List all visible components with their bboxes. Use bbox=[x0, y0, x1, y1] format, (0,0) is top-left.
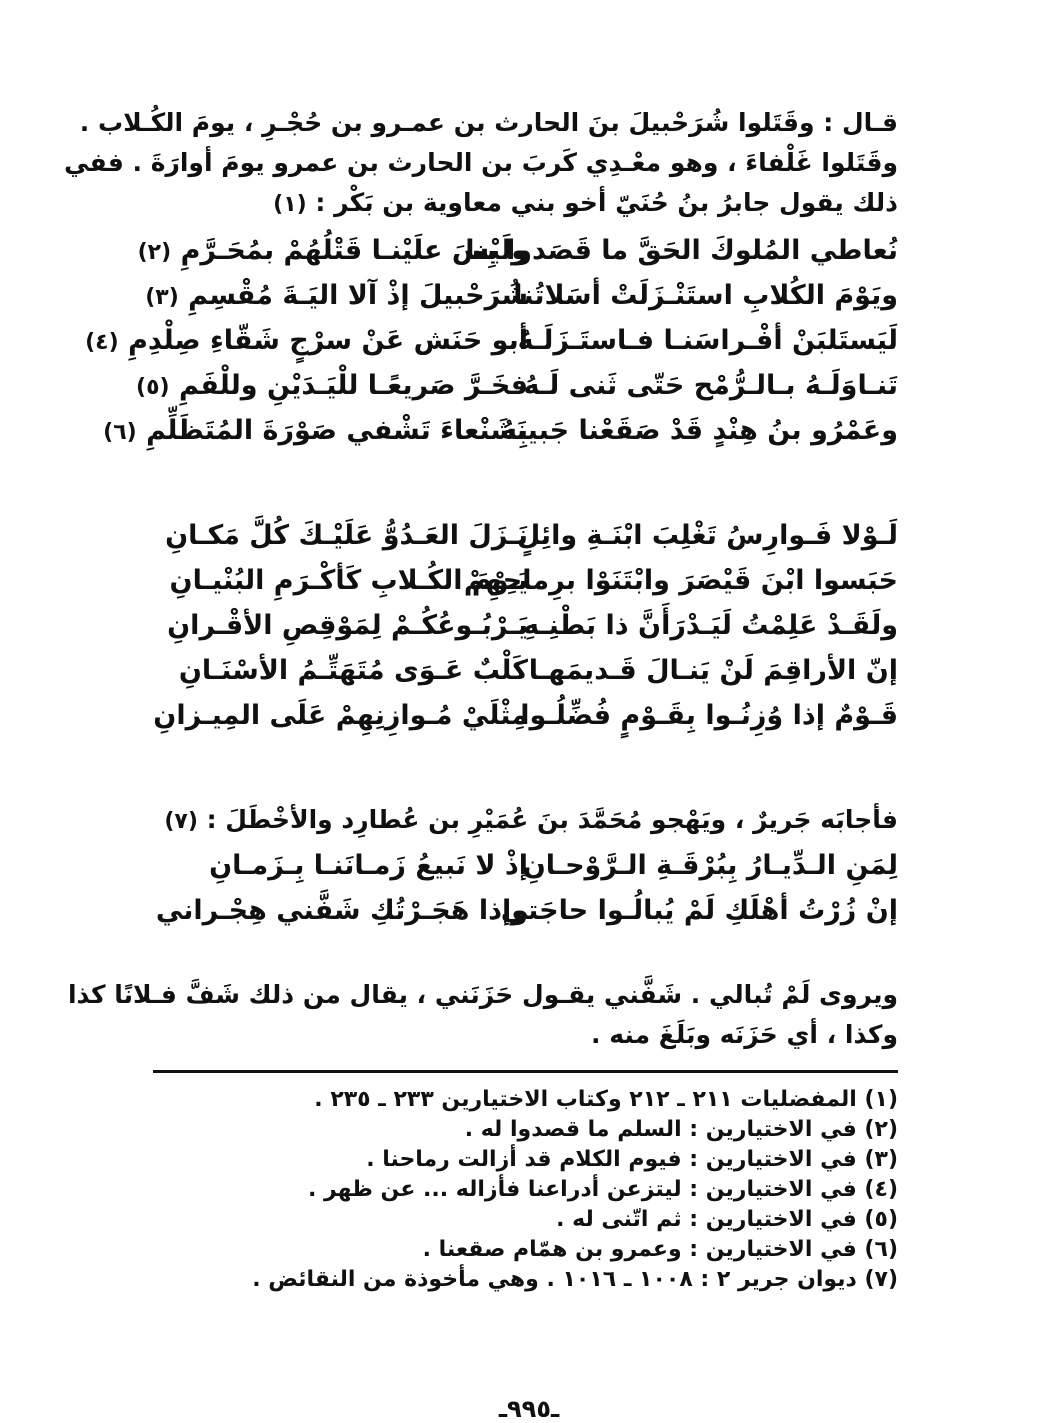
verse bbox=[136, 370, 898, 415]
verse bbox=[155, 895, 898, 940]
verse-first-hemistich: ويَوْمَ الكُلابِ استَنْـزَلَتْ أسَلاتُنا bbox=[513, 280, 898, 311]
verse-second-hemistich: كَلْبٌ عَـوَى مُتَهَتِّـمُ الأسْنَـانِ bbox=[178, 655, 528, 686]
poem-2 bbox=[153, 520, 898, 745]
verse-second-hemistich: فخَـرَّ صَريعًـا للْيَـدَيْنِ وللْفَمِ (٥) bbox=[136, 370, 528, 401]
verse-first-hemistich: لَيَستَلبَنْ أفْـراسَنـا فـاستَـزَلَـهُ bbox=[517, 325, 898, 356]
poem-3 bbox=[155, 850, 898, 940]
footnote: (٥) في الاختيارين : ثم اتّنى له . bbox=[556, 1207, 898, 1232]
poem-1 bbox=[85, 235, 898, 460]
intro-line-1: قـال : وقَتَلوا شُرَحْبيلَ بنَ الحارث بن عمـرو بن حُجْـرِ ، يومَ الكُـلاب . bbox=[79, 108, 898, 137]
verse bbox=[158, 520, 898, 565]
verse bbox=[158, 565, 898, 610]
verse-second-hemistich: يَـوْمَ الكُـلابِ كَأكْـرَمِ البُنْيـانِ bbox=[169, 565, 528, 596]
verse-first-hemistich: نُعاطي المُلوكَ الحَقَّ ما قَصَدوا بِنا bbox=[465, 235, 898, 266]
verse bbox=[158, 655, 898, 700]
verse-second-hemistich: أبو حَنَش عَنْ سرْجٍ شَقّاءِ صِلْدِمِ (٤) bbox=[85, 325, 528, 356]
footnote-ref: (١) bbox=[273, 192, 307, 217]
intro-line-3: ذلك يقول جابرُ بنُ حُنَيّ أخو بني معاوية بن بَكْر : (١) bbox=[273, 188, 898, 217]
verse bbox=[153, 700, 898, 745]
verse bbox=[145, 280, 898, 325]
answer-paragraph bbox=[158, 800, 898, 842]
verse-second-hemistich: مِثْلَيْ مُـوازِنِهِمْ عَلَى المِيـزانِ bbox=[153, 700, 528, 731]
footnote-ref: (٧) bbox=[164, 809, 198, 834]
footnotes bbox=[153, 1085, 898, 1295]
verse-first-hemistich: تَنـاوَلَـهُ بـالـرُّمْح حَتّى ثَنى لَـهُ bbox=[523, 370, 898, 401]
answer-text: فأجابَه جَريرٌ ، ويَهْجو مُحَمَّدَ بنَ عُمَيْرِ بن عُطارِد والأخْطَلَ : bbox=[206, 805, 898, 834]
verse-second-hemistich: وإذا هَجَـرْتُكِ شَفَّني هِجْـراني bbox=[155, 895, 528, 926]
verse bbox=[158, 610, 898, 655]
remark-line-1: ويروى لَمْ تُبالي . شَفَّني يقـول حَزَنَني ، يقال من ذلك شَفَّ فـلانًا كذا bbox=[67, 980, 898, 1009]
footnote: (٤) في الاختيارين : ليتزعن أدراعنا فأزاله ... عن ظهر . bbox=[307, 1177, 898, 1202]
verse-second-hemistich: شُرَحْبيلَ إذْ آلا اليَـةَ مُقْسِمِ (٣) bbox=[145, 280, 528, 311]
verse-first-hemistich: ولَقَـدْ عَلِمْتُ لَيَـدْرَأَنَّ ذا بَطْنِـهِ bbox=[523, 610, 898, 641]
footnote: (٢) في الاختيارين : السلم ما قصدوا له . bbox=[464, 1117, 898, 1142]
footnote: (٣) في الاختيارين : فيوم الكلام قد أزالت رماحنا . bbox=[366, 1147, 898, 1172]
remark-paragraph bbox=[67, 975, 898, 1055]
footnote-ref: (٣) bbox=[145, 285, 179, 310]
footnote-ref: (٦) bbox=[103, 420, 137, 445]
verse-second-hemistich: بِشَنْعاءَ تَشْفي صَوْرَةَ المُتَظَلِّمِ (٦) bbox=[103, 415, 528, 446]
page-number: ـ٩٩٥ـ bbox=[498, 1395, 560, 1423]
verse-first-hemistich: لِمَنِ الـدِّيـارُ بِبُرْقَـةِ الـرَّوْحـانِ bbox=[522, 850, 898, 881]
verse-second-hemistich: يَـرْبُـوعُكُـمْ لِمَوْقِصِ الأقْـرانِ bbox=[167, 610, 528, 641]
intro-paragraph bbox=[64, 103, 898, 225]
verse-first-hemistich: وعَمْرُو بنُ هِنْدٍ قَدْ صَقَعْنا جَبينَهُ bbox=[500, 415, 898, 446]
verse-first-hemistich: قَـوْمٌ إذا وُزِنُـوا بِقَـوْمٍ فُضِّلُـوا bbox=[520, 700, 898, 731]
verse bbox=[85, 325, 898, 370]
footnote: (١) المفضليات ٢١١ ـ ٢١٢ وكتاب الاختيارين ٢٣٣ ـ ٢٣٥ . bbox=[314, 1087, 898, 1112]
remark-line-2: وكذا ، أي حَزَنَه وبَلَغَ منه . bbox=[591, 1020, 898, 1049]
verse-second-hemistich: إذْ لا نَبيعُ زَمـانَنـا بِـزَمـانِ bbox=[209, 850, 528, 881]
footnote: (٦) في الاختيارين : وعمرو بن همّام صقعنا . bbox=[422, 1237, 898, 1262]
verse-first-hemistich: لَـوْلا فَـوارِسُ تَغْلِبَ ابْنَـةِ وائِلٍ bbox=[516, 520, 898, 551]
intro-line-2: وقَتَلوا غَلْفاءَ ، وهو معْـدِي كَربَ بن الحارث بن عمرو يومَ أوارَةَ . ففي bbox=[64, 148, 898, 177]
verse bbox=[103, 415, 898, 460]
verse-first-hemistich: حَبَسوا ابْنَ قَيْصَرَ وابْتَنَوْا برِماحِهِمْ bbox=[463, 565, 898, 596]
verse-first-hemistich: إنْ زُرْتُ أهْلَكِ لَمْ يُبالُـوا حاجَتي bbox=[500, 895, 898, 926]
verse bbox=[158, 850, 898, 895]
footnote-ref: (٥) bbox=[136, 375, 170, 400]
verse bbox=[137, 235, 898, 280]
footnote: (٧) ديوان جرير ٢ : ١٠٠٨ ـ ١٠١٦ . وهي مأخوذة من النقائض . bbox=[252, 1267, 898, 1292]
verse-second-hemistich: نَـزَلَ العَـدُوُّ عَلَيْـكَ كُلَّ مَكـانِ bbox=[165, 520, 528, 551]
footnote-ref: (٤) bbox=[85, 330, 119, 355]
verse-second-hemistich: ولَيْسَ علَيْنـا قَتْلُهُمْ بمُحَـرَّمِ (٢) bbox=[137, 235, 528, 266]
verse-first-hemistich: إنّ الأراقِمَ لَنْ يَنـالَ قَـديمَهـا bbox=[528, 655, 898, 686]
footnote-separator bbox=[153, 1070, 898, 1073]
footnote-ref: (٢) bbox=[137, 240, 172, 265]
